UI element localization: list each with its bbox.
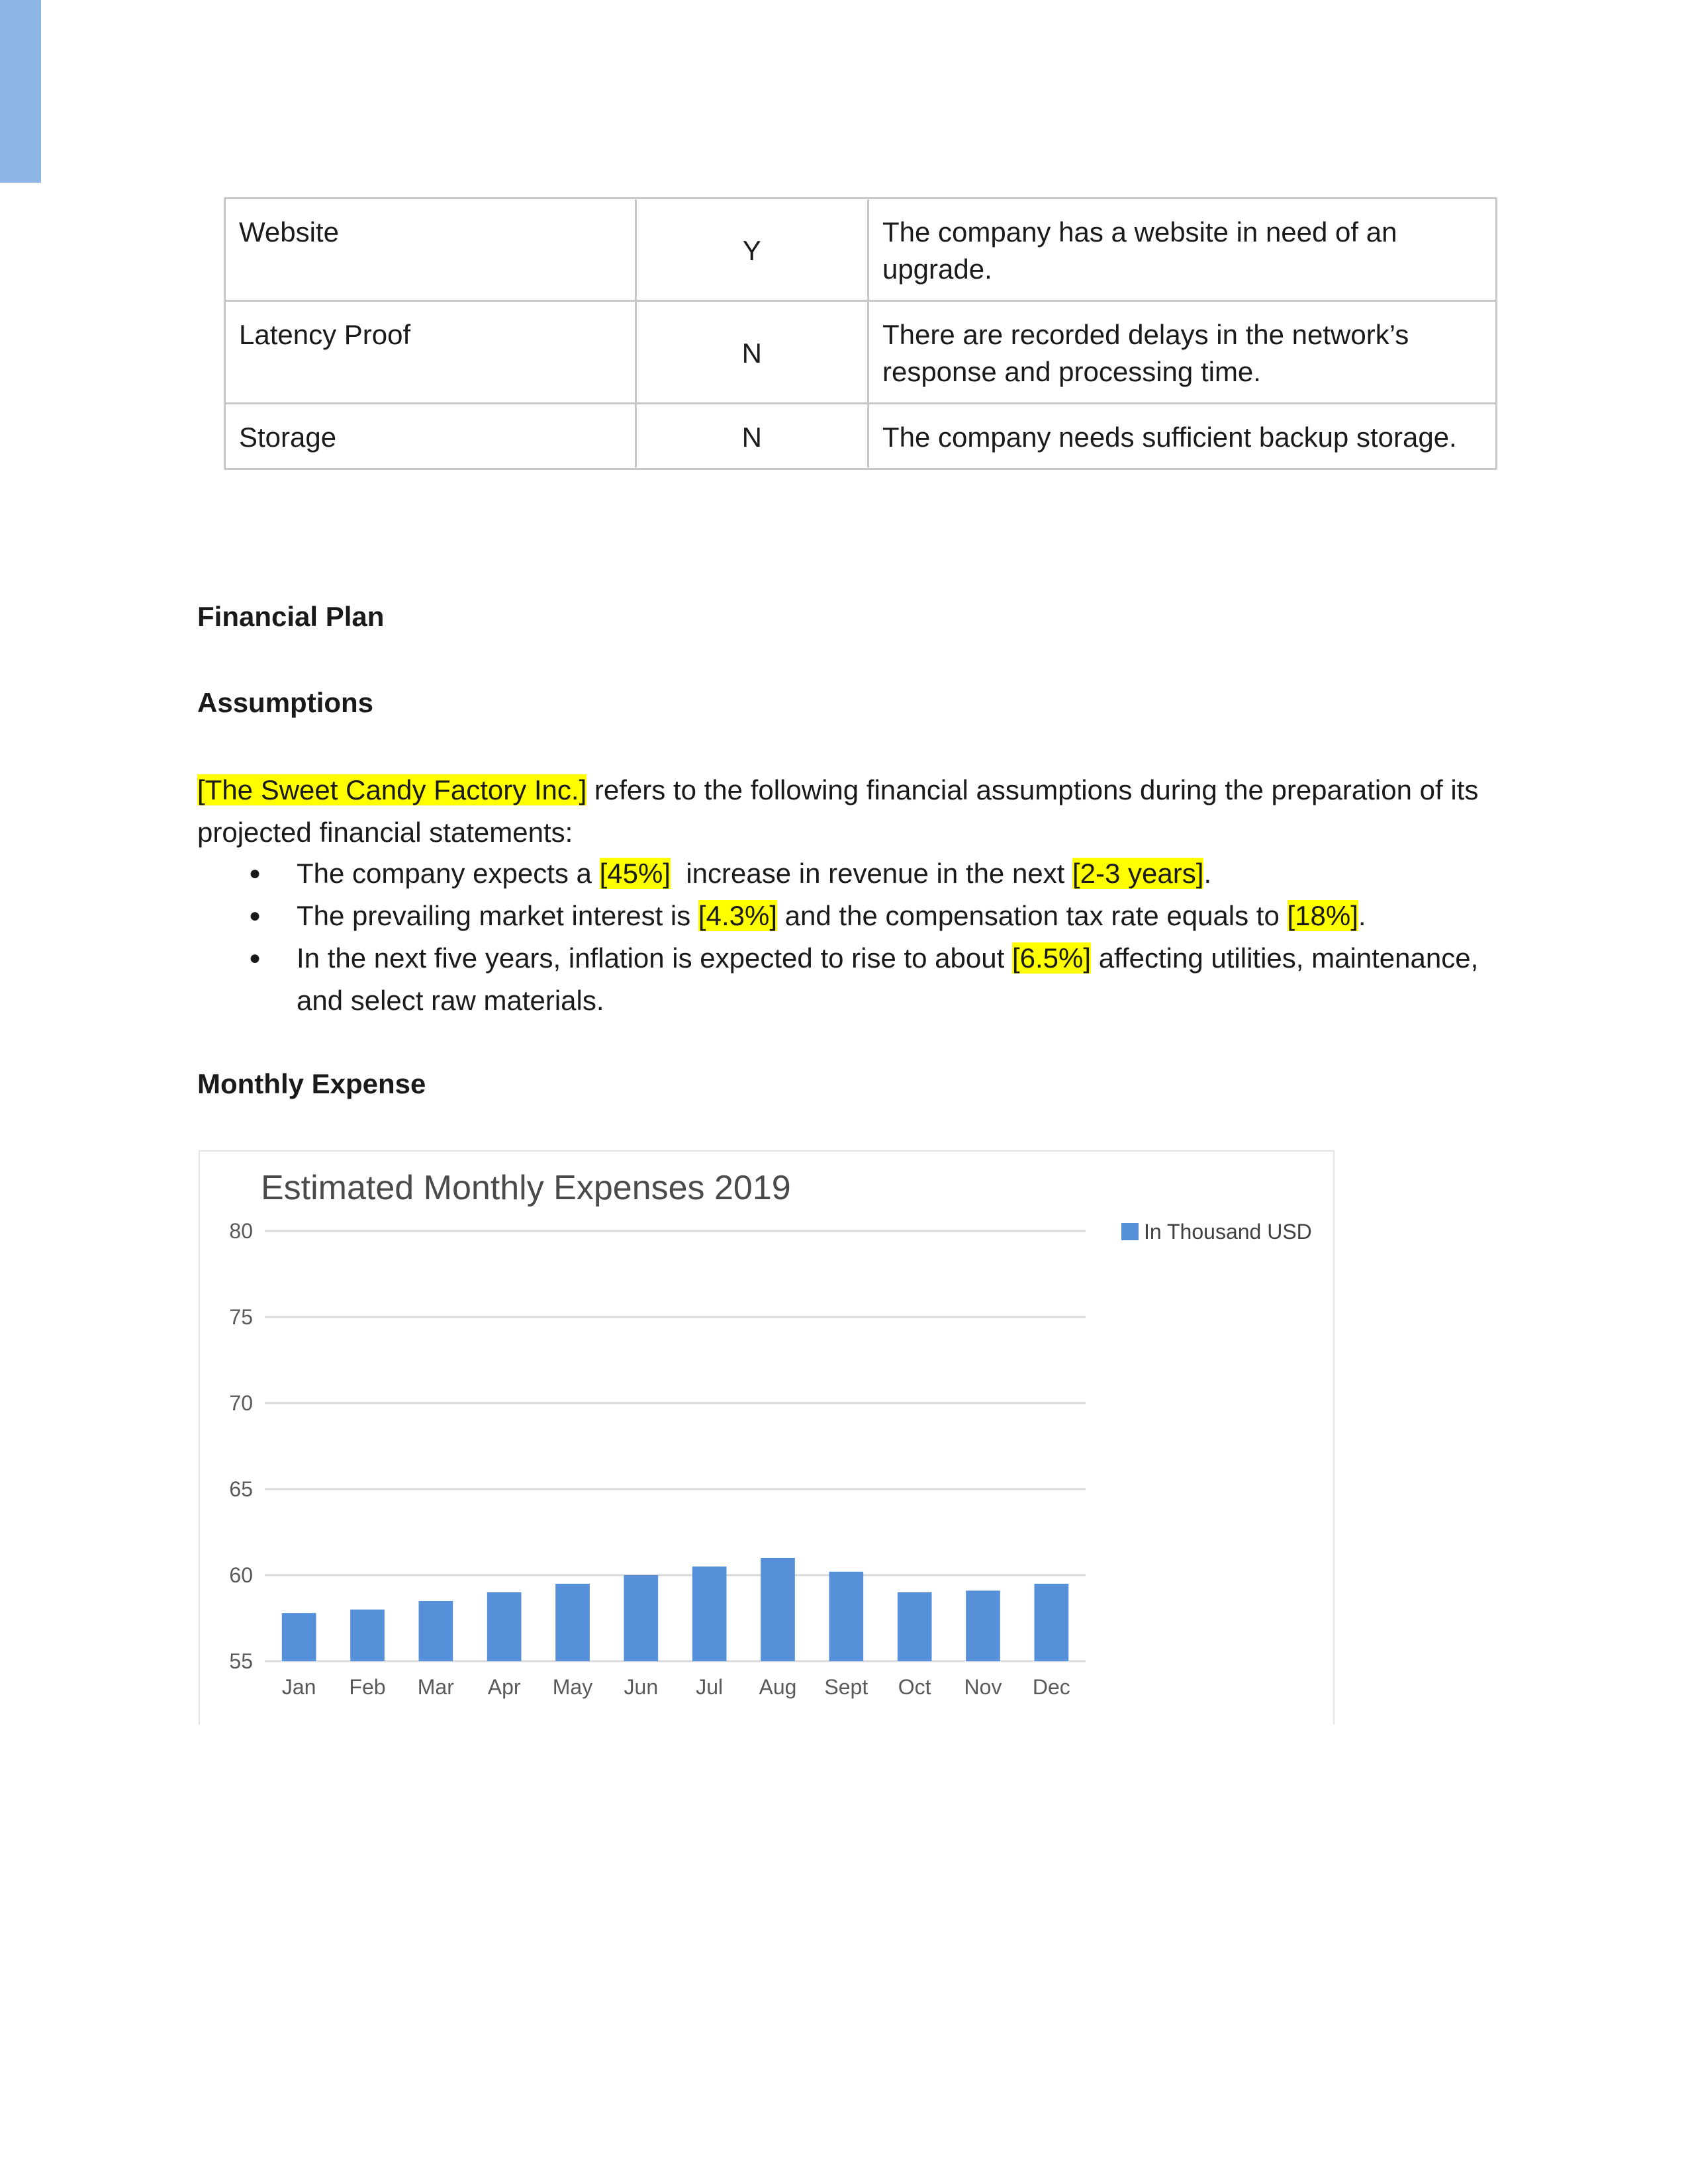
x-tick-label: Aug <box>759 1675 797 1699</box>
bar-dec <box>1035 1584 1069 1661</box>
monthly-expense-heading: Monthly Expense <box>197 1068 426 1099</box>
assumptions-intro <box>197 769 1508 854</box>
y-tick-label: 70 <box>229 1391 253 1415</box>
legend-label: In Thousand USD <box>1144 1220 1312 1244</box>
table-row <box>225 301 1497 404</box>
value-highlight: [6.5%] <box>1011 942 1092 974</box>
table-cell-item: Storage <box>225 404 636 469</box>
y-tick-label: 80 <box>229 1219 253 1243</box>
x-axis-ticks <box>282 1675 1070 1699</box>
x-tick-label: Apr <box>487 1675 521 1699</box>
x-tick-label: Feb <box>349 1675 386 1699</box>
bar-feb <box>350 1610 385 1661</box>
assumptions-heading: Assumptions <box>197 687 374 718</box>
table-cell-description: The company needs sufficient backup storage. <box>868 404 1496 469</box>
expense-chart-svg <box>200 1152 1333 1725</box>
assumptions-intro-text: refers to the following financial assumptions during the preparation of its projected financial statements: <box>197 774 1479 848</box>
table-cell-item: Latency Proof <box>225 301 636 404</box>
company-name-highlight: [The Sweet Candy Factory Inc.] <box>197 774 587 805</box>
table-cell-description: The company has a website in need of an upgrade. <box>868 199 1496 301</box>
bar-may <box>555 1584 590 1661</box>
x-tick-label: Sept <box>824 1675 868 1699</box>
table-cell-description: There are recorded delays in the network’s response and processing time. <box>868 301 1496 404</box>
bars <box>282 1558 1068 1661</box>
requirements-table <box>224 197 1497 470</box>
list-item: ● In the next five years, inflation is expected to rise to about [6.5%] affecting utilities, maintenance, and select raw materials. <box>197 937 1515 1022</box>
bar-oct <box>898 1592 932 1661</box>
bar-sept <box>829 1572 864 1661</box>
bar-jun <box>624 1575 659 1661</box>
table-cell-flag: N <box>635 301 868 404</box>
x-tick-label: Jun <box>624 1675 659 1699</box>
bar-apr <box>487 1592 522 1661</box>
legend <box>1121 1220 1312 1244</box>
x-tick-label: Oct <box>898 1675 931 1699</box>
bar-nov <box>966 1590 1000 1661</box>
value-highlight: [2-3 years] <box>1072 858 1204 889</box>
y-tick-label: 60 <box>229 1563 253 1587</box>
bullet-icon: ● <box>249 905 261 927</box>
x-tick-label: Jul <box>696 1675 724 1699</box>
bar-aug <box>761 1558 795 1661</box>
table-cell-item: Website <box>225 199 636 301</box>
x-tick-label: Dec <box>1032 1675 1070 1699</box>
expense-chart <box>199 1150 1335 1725</box>
bar-jul <box>692 1567 727 1661</box>
x-tick-label: Nov <box>964 1675 1002 1699</box>
legend-swatch <box>1121 1223 1139 1240</box>
y-tick-label: 55 <box>229 1649 253 1673</box>
bar-mar <box>419 1601 453 1661</box>
y-axis-ticks <box>229 1219 253 1673</box>
value-highlight: [18%] <box>1287 900 1358 931</box>
side-tab-marker <box>0 0 41 183</box>
y-tick-label: 75 <box>229 1305 253 1329</box>
list-item: ● The company expects a [45%] increase in revenue in the next [2-3 years]. <box>197 852 1515 895</box>
table-row <box>225 199 1497 301</box>
table-cell-flag: N <box>635 404 868 469</box>
y-tick-label: 65 <box>229 1477 253 1501</box>
financial-plan-heading: Financial Plan <box>197 601 385 632</box>
value-highlight: [4.3%] <box>698 900 777 931</box>
bullet-icon: ● <box>249 862 261 884</box>
bar-jan <box>282 1613 316 1661</box>
table-row <box>225 404 1497 469</box>
table-cell-flag: Y <box>635 199 868 301</box>
x-tick-label: Mar <box>417 1675 454 1699</box>
value-highlight: [45%] <box>599 858 671 889</box>
chart-title: Estimated Monthly Expenses 2019 <box>261 1169 791 1207</box>
gridlines <box>265 1231 1086 1661</box>
bullet-icon: ● <box>249 947 261 969</box>
x-tick-label: May <box>552 1675 593 1699</box>
assumptions-list <box>197 852 1515 1022</box>
x-tick-label: Jan <box>281 1675 316 1699</box>
list-item: ● The prevailing market interest is [4.3%] and the compensation tax rate equals to [18%]. <box>197 895 1515 937</box>
